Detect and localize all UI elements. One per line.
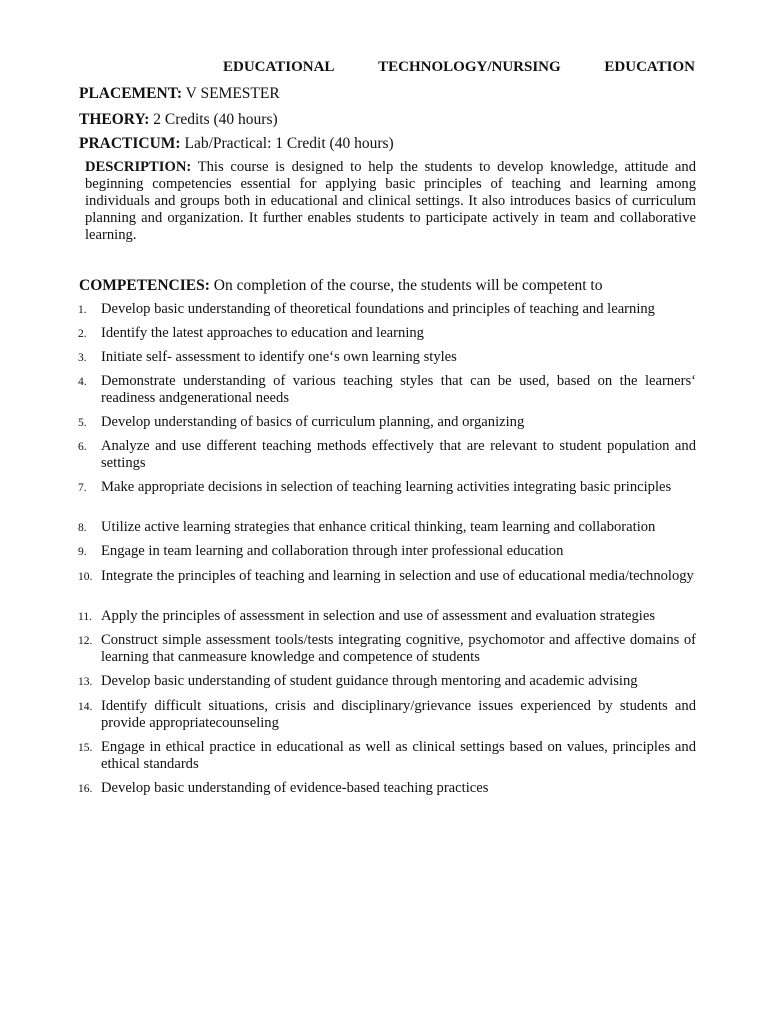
title-word-2: TECHNOLOGY/NURSING (378, 59, 561, 75)
list-item-text: Develop basic understanding of student guidance through mentoring and academic advising (101, 673, 638, 689)
list-item-number: 6. (78, 441, 87, 453)
list-item-text: Construct simple assessment tools/tests integrating cognitive, psychomotor and affective domains of learning that canmeasure knowledge and competence of students (101, 632, 696, 665)
list-item-number: 4. (78, 376, 87, 388)
list-item-text: Develop understanding of basics of curriculum planning, and organizing (101, 414, 525, 430)
list-item-number: 3. (78, 352, 87, 364)
list-item-number: 9. (78, 546, 87, 558)
practicum-line (79, 135, 394, 153)
list-item (78, 543, 696, 560)
list-item (78, 739, 696, 773)
list-item-text: Analyze and use different teaching methods effectively that are relevant to student population and settings (101, 438, 696, 471)
theory-value: 2 Credits (40 hours) (153, 111, 278, 128)
competencies-label: COMPETENCIES: (79, 277, 210, 294)
placement-label: PLACEMENT: (79, 85, 183, 102)
list-item-text: Demonstrate understanding of various teaching styles that can be used, based on the learners‘ readiness andgenerational needs (101, 373, 696, 406)
course-title (223, 59, 695, 76)
list-item-text: Engage in team learning and collaboration through inter professional education (101, 543, 564, 559)
title-word-1: EDUCATIONAL (223, 59, 335, 75)
list-item-number: 1. (78, 304, 87, 316)
list-item-number: 14. (78, 701, 93, 713)
list-item-number: 7. (78, 482, 87, 494)
list-item-number: 12. (78, 635, 93, 647)
description-paragraph (85, 159, 696, 244)
list-item-text: Develop basic understanding of theoretical foundations and principles of teaching and learning (101, 301, 655, 317)
list-item-text: Develop basic understanding of evidence-based teaching practices (101, 780, 489, 796)
placement-value: V SEMESTER (185, 85, 280, 102)
description-label: DESCRIPTION: (85, 159, 192, 175)
list-item-text: Integrate the principles of teaching and learning in selection and use of educational media/technology (101, 568, 694, 584)
theory-line (79, 111, 278, 129)
list-item (78, 608, 696, 625)
title-word-3: EDUCATION (604, 59, 695, 75)
description-text: This course is designed to help the students to develop knowledge, attitude and beginning competencies essential for applying basic principles of teaching and learning among individuals and groups both in educational and clinical settings. It also introduces basics of curriculum planning and organization. It further enables students to participate actively in team and collaborative learning. (85, 159, 696, 243)
list-item-text: Identify the latest approaches to education and learning (101, 325, 424, 341)
list-item-text: Engage in ethical practice in educational as well as clinical settings based on values, principles and ethical standards (101, 739, 696, 772)
list-item-number: 13. (78, 676, 93, 688)
list-item (78, 780, 696, 797)
list-item (78, 479, 696, 496)
competencies-heading (79, 277, 603, 295)
competencies-intro: On completion of the course, the students will be competent to (213, 277, 603, 294)
list-item-number: 2. (78, 328, 87, 340)
list-item-number: 16. (78, 783, 93, 795)
list-item (78, 632, 696, 666)
list-item (78, 673, 696, 690)
list-item (78, 373, 696, 407)
list-item (78, 698, 696, 732)
list-item (78, 568, 696, 585)
list-item (78, 301, 696, 318)
list-item-text: Apply the principles of assessment in selection and use of assessment and evaluation strategies (101, 608, 656, 624)
list-item (78, 414, 696, 431)
list-item-text: Make appropriate decisions in selection of teaching learning activities integrating basic principles (101, 479, 672, 495)
practicum-label: PRACTICUM: (79, 135, 181, 152)
list-item (78, 325, 696, 342)
list-item-number: 8. (78, 522, 87, 534)
list-item-text: Identify difficult situations, crisis and disciplinary/grievance issues experienced by students and provide appropriatecounseling (101, 698, 696, 731)
list-item (78, 438, 696, 472)
practicum-value: Lab/Practical: 1 Credit (40 hours) (184, 135, 394, 152)
list-item (78, 349, 696, 366)
list-item-number: 11. (78, 611, 92, 623)
placement-line (79, 85, 280, 103)
theory-label: THEORY: (79, 111, 150, 128)
list-item (78, 519, 696, 536)
list-item-number: 15. (78, 742, 93, 754)
list-item-text: Initiate self- assessment to identify one‘s own learning styles (101, 349, 457, 365)
list-item-number: 5. (78, 417, 87, 429)
list-item-number: 10. (78, 571, 93, 583)
list-item-text: Utilize active learning strategies that enhance critical thinking, team learning and collaboration (101, 519, 656, 535)
